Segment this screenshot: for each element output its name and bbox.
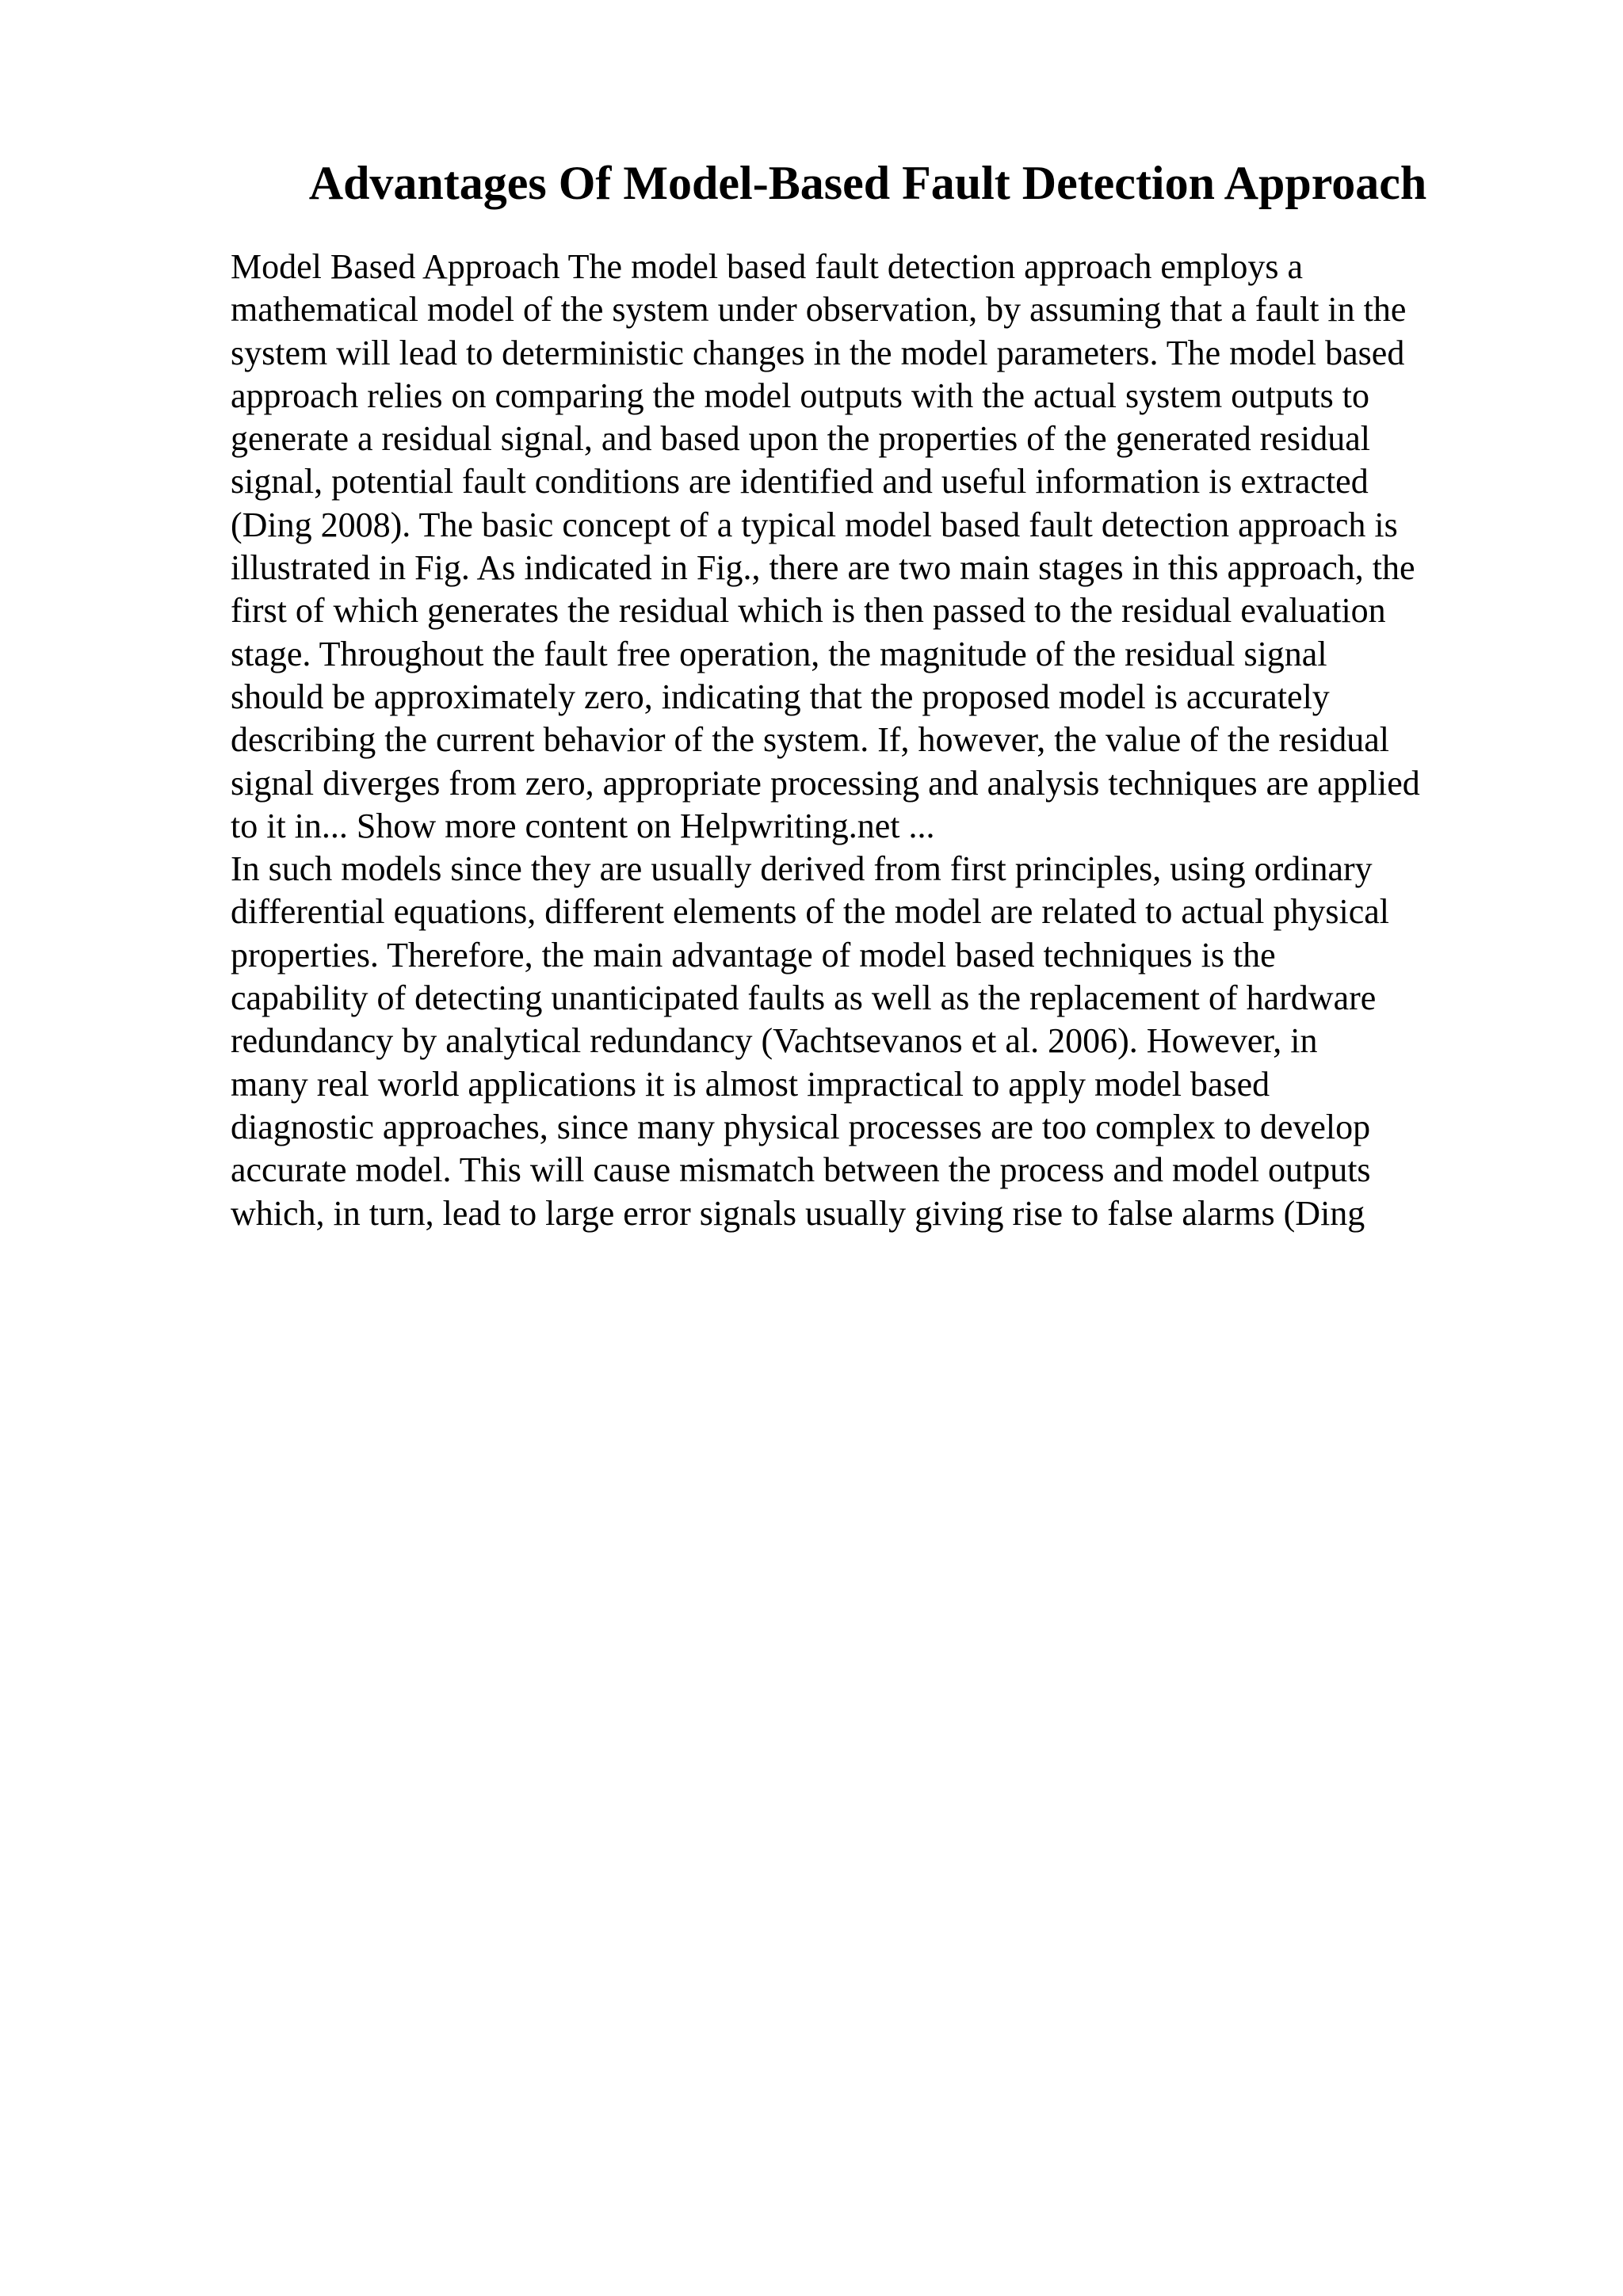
body-line: capability of detecting unanticipated faults as well as the replacement of hardware [231,978,1377,1018]
body-line: In such models since they are usually derived from first principles, using ordinary [231,849,1373,889]
body-line: first of which generates the residual which is then passed to the residual evaluation [231,591,1386,631]
body-line: (Ding 2008). The basic concept of a typical model based fault detection approach is [231,505,1398,544]
body-line: system will lead to deterministic changes in the model parameters. The model based [231,333,1405,372]
body-line: diagnostic approaches, since many physical processes are too complex to develop [231,1107,1371,1146]
document-title: Advantages Of Model-Based Fault Detection Approach [308,157,1427,209]
body-line: Model Based Approach The model based fault detection approach employs a [231,247,1303,286]
body-line: properties. Therefore, the main advantage of model based techniques is the [231,935,1276,974]
body-line: many real world applications it is almost impractical to apply model based [231,1064,1270,1104]
body-line: illustrated in Fig. As indicated in Fig., there are two main stages in this approach, the [231,548,1415,588]
body-line: approach relies on comparing the model outputs with the actual system outputs to [231,376,1370,415]
body-line: signal, potential fault conditions are identified and useful information is extracted [231,462,1369,502]
body-line: should be approximately zero, indicating that the proposed model is accurately [231,677,1330,716]
body-line: generate a residual signal, and based upon the properties of the generated residual [231,419,1370,459]
body-line: which, in turn, lead to large error signals usually giving rise to false alarms (Ding [231,1193,1365,1233]
body-line: differential equations, different elements of the model are related to actual physical [231,892,1390,932]
body-line: mathematical model of the system under observation, by assuming that a fault in the [231,290,1407,330]
body-line: stage. Throughout the fault free operation, the magnitude of the residual signal [231,634,1327,673]
body-line: signal diverges from zero, appropriate processing and analysis techniques are applied [231,763,1420,803]
body-line: accurate model. This will cause mismatch between the process and model outputs [231,1150,1371,1190]
body-line: redundancy by analytical redundancy (Vachtsevanos et al. 2006). However, in [231,1021,1318,1061]
document-body [231,246,1514,1235]
body-line: to it in... Show more content on Helpwriting.net ... [231,806,935,845]
body-line: describing the current behavior of the system. If, however, the value of the residual [231,720,1389,760]
